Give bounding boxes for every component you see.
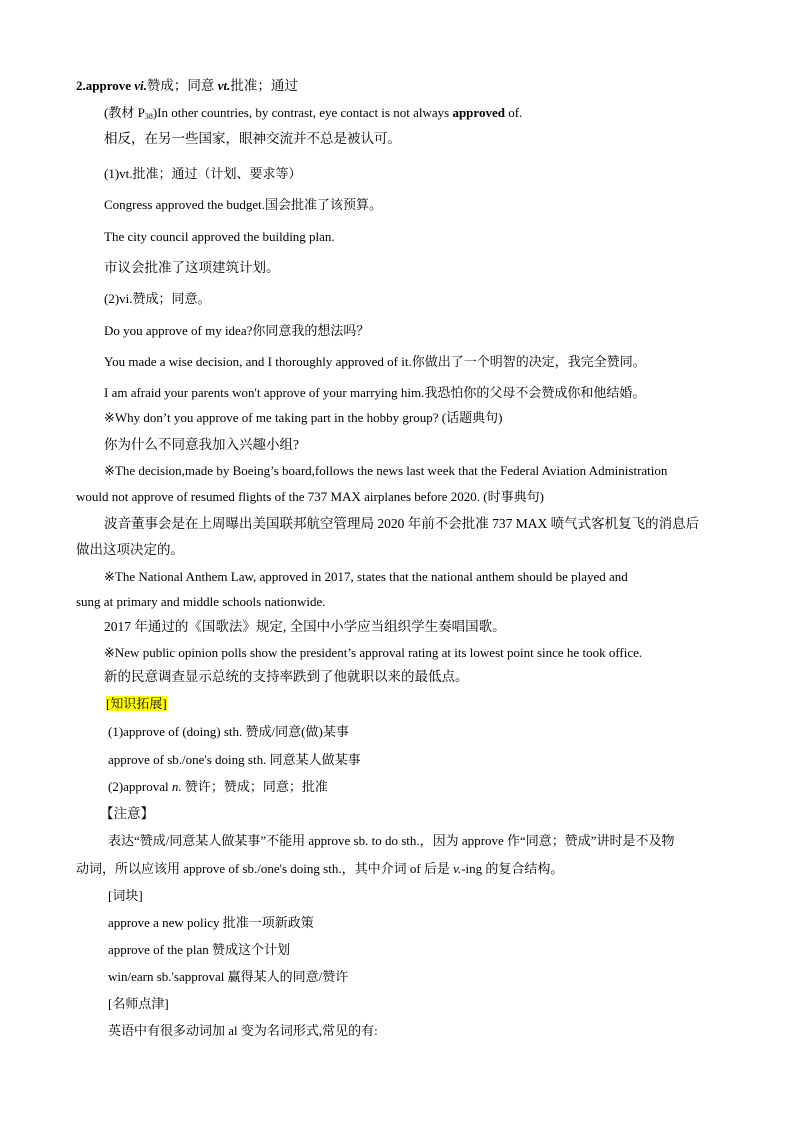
phrase-item: approve of sb./one's doing sth. 同意某人做某事 (108, 752, 361, 767)
sense-label: (1)vt.批准；通过（计划、要求等） (104, 166, 302, 181)
sense-label: (2)vi.赞成；同意。 (104, 291, 211, 306)
example-sentence: The city council approved the building plan. (104, 229, 335, 244)
translation-line: 新的民意调查显示总统的支持率跌到了他就职以来的最低点。 (104, 669, 469, 684)
chunk-item: approve a new policy 批准一项新政策 (108, 915, 314, 930)
note-text: 动词，所以应该用 approve of sb./one's doing sth.，其中介词 of 后是 v.-ing 的复合结构。 (76, 861, 564, 876)
teacher-tip-text: 英语中有很多动词加 al 变为名词形式,常见的有: (108, 1023, 378, 1038)
translation-line: 做出这项决定的。 (76, 542, 184, 557)
example-sentence: Congress approved the budget.国会批准了该预算。 (104, 197, 383, 212)
section-heading: 2.approve vi.赞成；同意 vt.批准；通过 (76, 78, 298, 93)
chunk-item: win/earn sb.'sapproval 赢得某人的同意/赞许 (108, 969, 349, 984)
news-example: would not approve of resumed flights of the 737 MAX airplanes before 2020. (时事典句) (76, 489, 544, 504)
phrase-item: (1)approve of (doing) sth. 赞成/同意(做)某事 (108, 724, 349, 739)
example-sentence: I am afraid your parents won't approve of your marrying him.我恐怕你的父母不会赞成你和他结婚。 (104, 385, 646, 400)
example-sentence: You made a wise decision, and I thoroughly approved of it.你做出了一个明智的决定，我完全赞同。 (104, 354, 646, 369)
phrase-item: (2)approval n. 赞许；赞成；同意；批准 (108, 779, 328, 794)
news-example: sung at primary and middle schools nationwide. (76, 594, 326, 609)
translation-line: 2017 年通过的《国歌法》规定, 全国中小学应当组织学生奏唱国歌。 (104, 619, 506, 634)
translation-line: 波音董事会是在上周曝出美国联邦航空管理局 2020 年前不会批准 737 MAX 喷气式客机复飞的消息后 (104, 516, 700, 531)
chunk-item: approve of the plan 赞成这个计划 (108, 942, 290, 957)
news-example: ※The decision,made by Boeing’s board,follows the news last week that the Federal Aviation Administration (104, 463, 668, 478)
note-text: 表达“赞成/同意某人做某事”不能用 approve sb. to do sth.，因为 approve 作“同意；赞成”讲时是不及物 (108, 833, 675, 848)
example-sentence: ※New public opinion polls show the president’s approval rating at its lowest point since he took office. (104, 645, 643, 660)
topic-example: ※Why don’t you approve of me taking part in the hobby group? (话题典句) (104, 410, 503, 425)
chunk-label: [词块] (108, 888, 143, 903)
teacher-tip-label: [名师点津] (108, 996, 169, 1011)
example-sentence: Do you approve of my idea?你同意我的想法吗？ (104, 323, 370, 338)
news-example: ※The National Anthem Law, approved in 2017, states that the national anthem should be played and (104, 569, 628, 584)
translation-line: 你为什么不同意我加入兴趣小组? (104, 437, 299, 452)
note-label: 【注意】 (100, 806, 154, 821)
textbook-example: (教材 $P_{38})In$ other countries, by contrast, eye contact is not always approved of. (104, 105, 523, 121)
translation-line: 相反，在另一些国家，眼神交流并不总是被认可。 (104, 131, 401, 146)
knowledge-extension-label: [知识拓展] (106, 696, 167, 711)
translation-line: 市议会批准了这项建筑计划。 (104, 260, 280, 275)
